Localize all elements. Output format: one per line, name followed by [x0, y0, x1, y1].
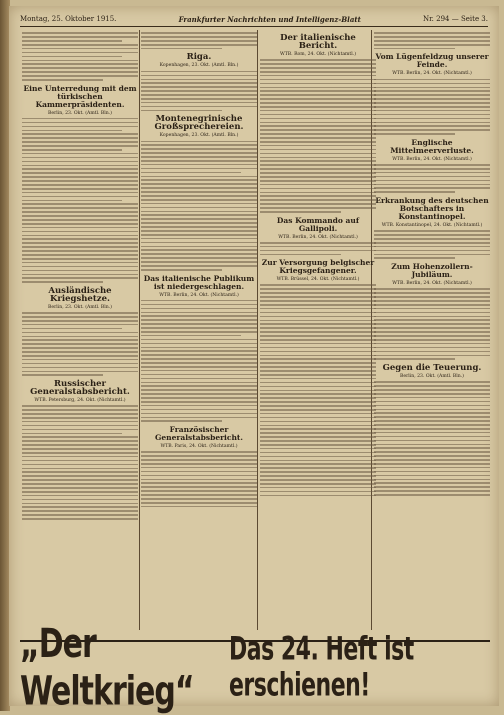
article-headline: Vom Lügenfeldzug unserer Feinde.: [375, 52, 489, 70]
column-4: [374, 30, 490, 630]
article-headline: Das Kommando auf Gallipoli.: [276, 215, 360, 233]
header-date: Montag, 25. Oktober 1915.: [20, 15, 117, 23]
article-headline: Montenegrinische Großsprechereien.: [154, 114, 244, 133]
article-dateline: WTB. Berlin, 24. Okt. (Nichtamtl.): [392, 281, 472, 287]
article-dateline: Berlin, 23. Okt. (Amtl. Bln.): [48, 110, 112, 116]
article-dateline: Kopenhagen, 23. Okt. (Amtl. Bln.): [159, 63, 239, 69]
article-dateline: Kopenhagen, 23. Okt. (Amtl. Bln.): [159, 133, 239, 139]
article-headline: Eine Unterredung mit dem türkischen Kammerpräsidenten.: [23, 83, 137, 109]
column-rule: [257, 30, 258, 630]
article-dateline: WTB. Rom, 24. Okt. (Nichtamtl.): [280, 52, 356, 57]
article-dateline: WTB. Konstantinopel, 24. Okt. (Nichtamtl.): [381, 222, 483, 228]
article-dateline: Berlin, 23. Okt. (Amtl. Bln.): [48, 304, 112, 310]
body-text: [260, 284, 376, 496]
advert-title: „Der Weltkrieg“: [20, 620, 194, 715]
article-dateline: WTB. Berlin, 24. Okt. (Nichtamtl.): [392, 71, 472, 77]
article-headline: Zur Versorgung belgischer Kriegsgefangener.: [261, 258, 375, 276]
body-text: [141, 71, 257, 112]
article-headline: Riga.: [186, 52, 212, 63]
body-text: [260, 242, 376, 255]
article-dateline: WTB. Berlin, 24. Okt. (Nichtamtl.): [159, 292, 239, 298]
page-number: Nr. 294 — Seite 3.: [422, 15, 488, 23]
body-text: [141, 451, 257, 507]
article-dateline: WTB. Berlin, 24. Okt. (Nichtamtl.): [278, 234, 358, 240]
body-text: [374, 381, 490, 495]
article-headline: Das italienische Publikum ist niedergeschlagen.: [143, 273, 255, 291]
article-dateline: WTB. Berlin, 24. Okt. (Nichtamtl.): [392, 156, 472, 162]
article-headline: Gegen die Teuerung.: [382, 362, 482, 373]
body-text: [141, 141, 257, 271]
column-1: [22, 30, 138, 630]
body-text: [141, 32, 257, 49]
body-text: [22, 32, 138, 80]
body-text: [260, 59, 376, 212]
article-headline: Zum Hohenzollern-Jubiläum.: [391, 262, 473, 280]
column-rule: [139, 30, 140, 630]
body-text: [374, 288, 490, 360]
article-headline: Ausländische Kriegshetze.: [48, 285, 112, 304]
advert-tagline: Das 24. Heft ist erschienen!: [229, 631, 414, 705]
body-text: [374, 32, 490, 49]
article-headline: Französischer Generalstabsbericht.: [155, 425, 243, 443]
article-dateline: WTB. Brüssel, 24. Okt. (Nichtamtl.): [276, 277, 360, 283]
body-text: [22, 118, 138, 283]
article-dateline: WTB. Petersburg, 24. Okt. (Nichtamtl.): [34, 398, 126, 404]
body-text: [374, 230, 490, 259]
column-2: [141, 30, 257, 630]
body-text: [22, 312, 138, 376]
column-3: [260, 30, 376, 630]
article-headline: Erkrankung des deutschen Botschafters in Konstantinopel.: [375, 195, 489, 221]
article-headline: Russischer Generalstabsbericht.: [30, 379, 130, 398]
body-text: [141, 300, 257, 422]
weltkrieg-advertisement: [20, 620, 490, 715]
body-text: [22, 405, 138, 519]
article-dateline: Berlin, 23. Okt. (Amtl. Bln.): [400, 373, 464, 379]
body-text: [374, 79, 490, 135]
page-header: [20, 12, 488, 27]
article-headline: Der italienische Bericht.: [280, 33, 356, 51]
body-text: [374, 164, 490, 193]
masthead: Frankfurter Nachrichten und Intelligenz-Blatt: [178, 14, 361, 24]
article-headline: Englische Mittelmeerverluste.: [390, 137, 474, 155]
article-dateline: WTB. Paris, 24. Okt. (Nichtamtl.): [160, 444, 238, 450]
